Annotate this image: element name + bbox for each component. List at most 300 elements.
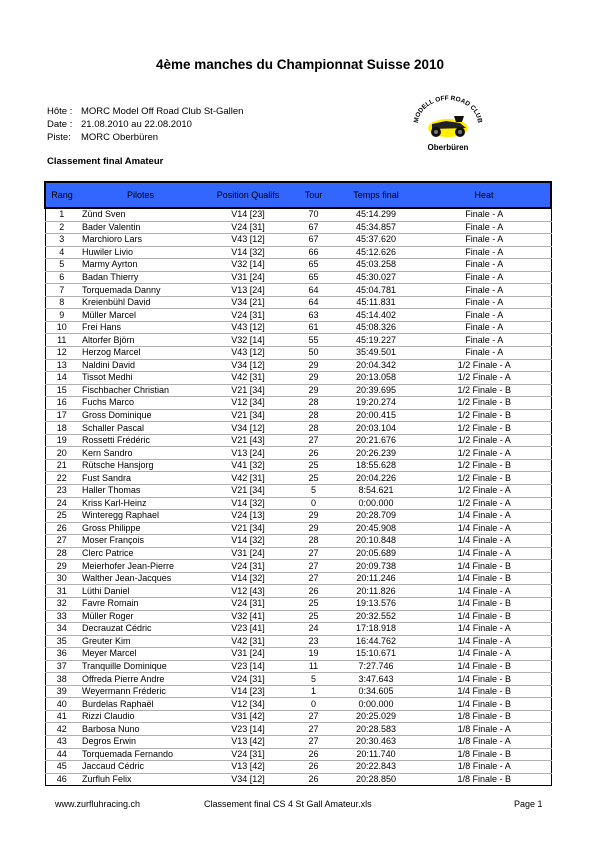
heat-cell: 1/8 Finale - A	[418, 723, 551, 736]
pilot-cell: Barbosa Nuno	[78, 723, 203, 736]
header-rank: Rang	[45, 182, 78, 208]
heat-cell: 1/2 Finale - A	[418, 434, 551, 447]
host-value: MORC Model Off Road Club St-Gallen	[81, 106, 244, 117]
heat-cell: 1/4 Finale - B	[418, 597, 551, 610]
pilot-cell: Tissot Medhi	[78, 372, 203, 385]
qualif-cell: V14 [23]	[203, 208, 293, 221]
heat-cell: 1/2 Finale - A	[418, 359, 551, 372]
rank-cell: 12	[45, 347, 78, 360]
table-row	[45, 259, 551, 272]
pilot-cell: Bader Valentin	[78, 221, 203, 234]
rank-cell: 3	[45, 234, 78, 247]
heat-cell: 1/4 Finale - B	[418, 673, 551, 686]
table-row	[45, 234, 551, 247]
qualif-cell: V43 [12]	[203, 321, 293, 334]
laps-cell: 24	[293, 623, 334, 636]
heat-cell: 1/4 Finale - A	[418, 510, 551, 523]
table-row	[45, 660, 551, 673]
laps-cell: 27	[293, 572, 334, 585]
heat-cell: 1/4 Finale - B	[418, 610, 551, 623]
table-row	[45, 321, 551, 334]
time-cell: 20:11.246	[334, 572, 418, 585]
rank-cell: 27	[45, 535, 78, 548]
time-cell: 20:04.226	[334, 472, 418, 485]
qualif-cell: V43 [12]	[203, 347, 293, 360]
pilot-cell: Moser François	[78, 535, 203, 548]
heat-cell: Finale - A	[418, 321, 551, 334]
pilot-cell: Gross Philippe	[78, 522, 203, 535]
table-row	[45, 271, 551, 284]
laps-cell: 5	[293, 485, 334, 498]
rank-cell: 23	[45, 485, 78, 498]
qualif-cell: V24 [31]	[203, 673, 293, 686]
table-row	[45, 597, 551, 610]
qualif-cell: V31 [42]	[203, 710, 293, 723]
pilot-cell: Naldini David	[78, 359, 203, 372]
table-row	[45, 572, 551, 585]
heat-cell: 1/2 Finale - A	[418, 485, 551, 498]
laps-cell: 23	[293, 635, 334, 648]
rank-cell: 42	[45, 723, 78, 736]
footer-page-number: Page 1	[514, 799, 543, 809]
qualif-cell: V43 [12]	[203, 234, 293, 247]
pilot-cell: Kreienbühl David	[78, 296, 203, 309]
time-cell: 20:13.058	[334, 372, 418, 385]
qualif-cell: V12 [34]	[203, 397, 293, 410]
time-cell: 17:18.918	[334, 623, 418, 636]
qualif-cell: V21 [34]	[203, 522, 293, 535]
heat-cell: 1/8 Finale - A	[418, 761, 551, 774]
time-cell: 45:11.831	[334, 296, 418, 309]
table-row	[45, 685, 551, 698]
pilot-cell: Greuter Kim	[78, 635, 203, 648]
pilot-cell: Torquemada Danny	[78, 284, 203, 297]
time-cell: 20:22.843	[334, 761, 418, 774]
rank-cell: 19	[45, 434, 78, 447]
pilot-cell: Burdelas Raphaël	[78, 698, 203, 711]
qualif-cell: V23 [14]	[203, 723, 293, 736]
time-cell: 20:11.740	[334, 748, 418, 761]
pilot-cell: Kriss Karl-Heinz	[78, 497, 203, 510]
heat-cell: 1/4 Finale - A	[418, 635, 551, 648]
pilot-cell: Marmy Ayrton	[78, 259, 203, 272]
laps-cell: 19	[293, 648, 334, 661]
time-cell: 18:55.628	[334, 459, 418, 472]
laps-cell: 70	[293, 208, 334, 221]
time-cell: 20:39.695	[334, 384, 418, 397]
pilot-cell: Marchioro Lars	[78, 234, 203, 247]
logo-place-text: Oberbüren	[427, 143, 469, 152]
laps-cell: 65	[293, 271, 334, 284]
heat-cell: 1/4 Finale - A	[418, 535, 551, 548]
table-row	[45, 610, 551, 623]
table-row	[45, 710, 551, 723]
qualif-cell: V32 [41]	[203, 610, 293, 623]
laps-cell: 29	[293, 372, 334, 385]
qualif-cell: V42 [31]	[203, 635, 293, 648]
laps-cell: 25	[293, 610, 334, 623]
heat-cell: Finale - A	[418, 309, 551, 322]
laps-cell: 27	[293, 434, 334, 447]
laps-cell: 28	[293, 397, 334, 410]
heat-cell: 1/2 Finale - A	[418, 372, 551, 385]
rank-cell: 15	[45, 384, 78, 397]
pilot-cell: Clerc Patrice	[78, 547, 203, 560]
host-line	[47, 106, 243, 119]
pilot-cell: Herzog Marcel	[78, 347, 203, 360]
laps-cell: 1	[293, 685, 334, 698]
time-cell: 20:45.908	[334, 522, 418, 535]
footer-website: www.zurfluhracing.ch	[55, 799, 141, 809]
heat-cell: Finale - A	[418, 259, 551, 272]
rank-cell: 8	[45, 296, 78, 309]
rank-cell: 35	[45, 635, 78, 648]
rank-cell: 32	[45, 597, 78, 610]
time-cell: 19:20.274	[334, 397, 418, 410]
time-cell: 45:12.626	[334, 246, 418, 259]
time-cell: 20:28.583	[334, 723, 418, 736]
time-cell: 16:44.762	[334, 635, 418, 648]
heat-cell: Finale - A	[418, 208, 551, 221]
time-cell: 20:03.104	[334, 422, 418, 435]
pilot-cell: Huwiler Livio	[78, 246, 203, 259]
rank-cell: 20	[45, 447, 78, 460]
qualif-cell: V32 [14]	[203, 334, 293, 347]
qualif-cell: V32 [14]	[203, 259, 293, 272]
qualif-cell: V13 [24]	[203, 447, 293, 460]
pilot-cell: Rossetti Frédéric	[78, 434, 203, 447]
qualif-cell: V31 [24]	[203, 547, 293, 560]
rank-cell: 21	[45, 459, 78, 472]
qualif-cell: V21 [34]	[203, 409, 293, 422]
track-value: MORC Oberbüren	[81, 132, 159, 143]
rank-cell: 46	[45, 773, 78, 786]
laps-cell: 26	[293, 585, 334, 598]
table-row	[45, 447, 551, 460]
page-title: 4ème manches du Championnat Suisse 2010	[155, 57, 445, 72]
heat-cell: 1/2 Finale - A	[418, 447, 551, 460]
section-title: Classement final Amateur	[47, 156, 164, 167]
pilot-cell: Zurfluh Felix	[78, 773, 203, 786]
pilot-cell: Torquemada Fernando	[78, 748, 203, 761]
table-row	[45, 535, 551, 548]
pilot-cell: Rizzi Claudio	[78, 710, 203, 723]
heat-cell: Finale - A	[418, 334, 551, 347]
track-label: Piste:	[47, 132, 71, 143]
qualif-cell: V24 [31]	[203, 309, 293, 322]
heat-cell: Finale - A	[418, 246, 551, 259]
rank-cell: 40	[45, 698, 78, 711]
rank-cell: 11	[45, 334, 78, 347]
table-row	[45, 585, 551, 598]
table-row	[45, 384, 551, 397]
qualif-cell: V13 [42]	[203, 735, 293, 748]
rank-cell: 10	[45, 321, 78, 334]
heat-cell: 1/2 Finale - A	[418, 497, 551, 510]
rank-cell: 18	[45, 422, 78, 435]
heat-cell: 1/4 Finale - A	[418, 648, 551, 661]
time-cell: 45:04.781	[334, 284, 418, 297]
table-row	[45, 648, 551, 661]
pilot-cell: Badan Thierry	[78, 271, 203, 284]
time-cell: 20:09.738	[334, 560, 418, 573]
results-table	[44, 181, 552, 786]
laps-cell: 66	[293, 246, 334, 259]
table-row	[45, 510, 551, 523]
logo-arc-text: MODELL OFF ROAD CLUB	[412, 94, 484, 124]
laps-cell: 29	[293, 510, 334, 523]
rank-cell: 9	[45, 309, 78, 322]
laps-cell: 28	[293, 422, 334, 435]
table-row	[45, 623, 551, 636]
time-cell: 35:49.501	[334, 347, 418, 360]
laps-cell: 65	[293, 259, 334, 272]
laps-cell: 26	[293, 761, 334, 774]
heat-cell: 1/4 Finale - A	[418, 547, 551, 560]
pilot-cell: Haller Thomas	[78, 485, 203, 498]
table-row	[45, 422, 551, 435]
rank-cell: 4	[45, 246, 78, 259]
heat-cell: 1/4 Finale - A	[418, 522, 551, 535]
time-cell: 45:30.027	[334, 271, 418, 284]
time-cell: 19:13.576	[334, 597, 418, 610]
heat-cell: Finale - A	[418, 347, 551, 360]
qualif-cell: V31 [24]	[203, 271, 293, 284]
table-row	[45, 359, 551, 372]
table-row	[45, 208, 551, 221]
rank-cell: 44	[45, 748, 78, 761]
club-logo	[410, 94, 486, 156]
qualif-cell: V12 [43]	[203, 585, 293, 598]
pilot-cell: Müller Marcel	[78, 309, 203, 322]
table-row	[45, 472, 551, 485]
time-cell: 45:03.258	[334, 259, 418, 272]
rank-cell: 30	[45, 572, 78, 585]
heat-cell: 1/4 Finale - B	[418, 572, 551, 585]
time-cell: 8:54.621	[334, 485, 418, 498]
laps-cell: 27	[293, 710, 334, 723]
laps-cell: 28	[293, 535, 334, 548]
time-cell: 45:19.227	[334, 334, 418, 347]
date-value: 21.08.2010 au 22.08.2010	[81, 119, 192, 130]
table-row	[45, 560, 551, 573]
heat-cell: 1/4 Finale - B	[418, 685, 551, 698]
rank-cell: 28	[45, 547, 78, 560]
pilot-cell: Lüthi Daniel	[78, 585, 203, 598]
heat-cell: 1/4 Finale - B	[418, 560, 551, 573]
qualif-cell: V24 [13]	[203, 510, 293, 523]
qualif-cell: V14 [32]	[203, 572, 293, 585]
laps-cell: 50	[293, 347, 334, 360]
table-row	[45, 221, 551, 234]
date-label: Date :	[47, 119, 73, 130]
table-row	[45, 723, 551, 736]
rank-cell: 22	[45, 472, 78, 485]
laps-cell: 27	[293, 547, 334, 560]
time-cell: 20:28.709	[334, 510, 418, 523]
table-row	[45, 434, 551, 447]
pilot-cell: Altorfer Björn	[78, 334, 203, 347]
rank-cell: 13	[45, 359, 78, 372]
heat-cell: 1/4 Finale - A	[418, 585, 551, 598]
laps-cell: 5	[293, 673, 334, 686]
table-row	[45, 296, 551, 309]
table-row	[45, 409, 551, 422]
qualif-cell: V14 [32]	[203, 246, 293, 259]
rank-cell: 6	[45, 271, 78, 284]
rank-cell: 25	[45, 510, 78, 523]
table-row	[45, 372, 551, 385]
time-cell: 20:11.826	[334, 585, 418, 598]
laps-cell: 29	[293, 522, 334, 535]
qualif-cell: V34 [12]	[203, 773, 293, 786]
pilot-cell: Degros Erwin	[78, 735, 203, 748]
rank-cell: 45	[45, 761, 78, 774]
table-row	[45, 673, 551, 686]
laps-cell: 28	[293, 409, 334, 422]
pilot-cell: Weyermann Fréderic	[78, 685, 203, 698]
qualif-cell: V24 [31]	[203, 221, 293, 234]
rank-cell: 29	[45, 560, 78, 573]
rank-cell: 39	[45, 685, 78, 698]
laps-cell: 29	[293, 359, 334, 372]
laps-cell: 27	[293, 723, 334, 736]
time-cell: 45:14.299	[334, 208, 418, 221]
rank-cell: 36	[45, 648, 78, 661]
pilot-cell: Jaccaud Cédric	[78, 761, 203, 774]
time-cell: 45:37.620	[334, 234, 418, 247]
heat-cell: Finale - A	[418, 234, 551, 247]
header-final-time: Temps final	[334, 182, 418, 208]
pilot-cell: Fust Sandra	[78, 472, 203, 485]
heat-cell: 1/2 Finale - B	[418, 472, 551, 485]
rank-cell: 43	[45, 735, 78, 748]
laps-cell: 67	[293, 221, 334, 234]
table-row	[45, 748, 551, 761]
pilot-cell: Tranquille Dominique	[78, 660, 203, 673]
time-cell: 20:10.848	[334, 535, 418, 548]
laps-cell: 11	[293, 660, 334, 673]
header-qualif-position: Position Qualifs	[203, 182, 293, 208]
table-row	[45, 347, 551, 360]
pilot-cell: Gross Dominique	[78, 409, 203, 422]
qualif-cell: V23 [41]	[203, 623, 293, 636]
pilot-cell: Walther Jean-Jacques	[78, 572, 203, 585]
laps-cell: 27	[293, 735, 334, 748]
time-cell: 20:26.239	[334, 447, 418, 460]
table-row	[45, 635, 551, 648]
laps-cell: 67	[293, 234, 334, 247]
header-laps: Tour	[293, 182, 334, 208]
heat-cell: Finale - A	[418, 296, 551, 309]
qualif-cell: V13 [24]	[203, 284, 293, 297]
time-cell: 20:30.463	[334, 735, 418, 748]
qualif-cell: V21 [43]	[203, 434, 293, 447]
qualif-cell: V42 [31]	[203, 472, 293, 485]
rank-cell: 31	[45, 585, 78, 598]
laps-cell: 64	[293, 296, 334, 309]
rank-cell: 7	[45, 284, 78, 297]
laps-cell: 26	[293, 447, 334, 460]
table-row	[45, 773, 551, 786]
qualif-cell: V13 [42]	[203, 761, 293, 774]
heat-cell: 1/2 Finale - B	[418, 459, 551, 472]
header-heat: Heat	[418, 182, 551, 208]
track-line	[47, 132, 158, 145]
rank-cell: 37	[45, 660, 78, 673]
time-cell: 20:00.415	[334, 409, 418, 422]
pilot-cell: Kern Sandro	[78, 447, 203, 460]
laps-cell: 64	[293, 284, 334, 297]
time-cell: 45:14.402	[334, 309, 418, 322]
rank-cell: 16	[45, 397, 78, 410]
heat-cell: 1/4 Finale - B	[418, 698, 551, 711]
qualif-cell: V24 [31]	[203, 597, 293, 610]
laps-cell: 55	[293, 334, 334, 347]
heat-cell: 1/8 Finale - A	[418, 735, 551, 748]
table-row	[45, 522, 551, 535]
table-row	[45, 761, 551, 774]
rank-cell: 17	[45, 409, 78, 422]
laps-cell: 26	[293, 748, 334, 761]
table-row	[45, 397, 551, 410]
table-row	[45, 459, 551, 472]
table-row	[45, 246, 551, 259]
table-row	[45, 334, 551, 347]
laps-cell: 29	[293, 384, 334, 397]
date-line	[47, 119, 192, 132]
qualif-cell: V34 [12]	[203, 359, 293, 372]
time-cell: 20:21.676	[334, 434, 418, 447]
pilot-cell: Zünd Sven	[78, 208, 203, 221]
qualif-cell: V24 [31]	[203, 748, 293, 761]
host-label: Hôte :	[47, 106, 73, 117]
qualif-cell: V14 [23]	[203, 685, 293, 698]
time-cell: 20:28.850	[334, 773, 418, 786]
laps-cell: 26	[293, 773, 334, 786]
laps-cell: 27	[293, 560, 334, 573]
heat-cell: Finale - A	[418, 271, 551, 284]
heat-cell: 1/2 Finale - B	[418, 397, 551, 410]
time-cell: 7:27.746	[334, 660, 418, 673]
heat-cell: Finale - A	[418, 284, 551, 297]
heat-cell: Finale - A	[418, 221, 551, 234]
rank-cell: 33	[45, 610, 78, 623]
footer-filename: Classement final CS 4 St Gall Amateur.xls	[204, 799, 372, 809]
pilot-cell: Offreda Pierre Andre	[78, 673, 203, 686]
time-cell: 20:04.342	[334, 359, 418, 372]
rank-cell: 34	[45, 623, 78, 636]
time-cell: 0:00.000	[334, 698, 418, 711]
table-row	[45, 735, 551, 748]
qualif-cell: V34 [21]	[203, 296, 293, 309]
pilot-cell: Decrauzat Cédric	[78, 623, 203, 636]
qualif-cell: V21 [34]	[203, 485, 293, 498]
heat-cell: 1/4 Finale - A	[418, 623, 551, 636]
pilot-cell: Frei Hans	[78, 321, 203, 334]
table-row	[45, 309, 551, 322]
rank-cell: 2	[45, 221, 78, 234]
qualif-cell: V14 [32]	[203, 535, 293, 548]
laps-cell: 25	[293, 459, 334, 472]
qualif-cell: V14 [32]	[203, 497, 293, 510]
laps-cell: 0	[293, 497, 334, 510]
time-cell: 45:34.857	[334, 221, 418, 234]
pilot-cell: Fuchs Marco	[78, 397, 203, 410]
rank-cell: 26	[45, 522, 78, 535]
time-cell: 0:34.605	[334, 685, 418, 698]
qualif-cell: V24 [31]	[203, 560, 293, 573]
